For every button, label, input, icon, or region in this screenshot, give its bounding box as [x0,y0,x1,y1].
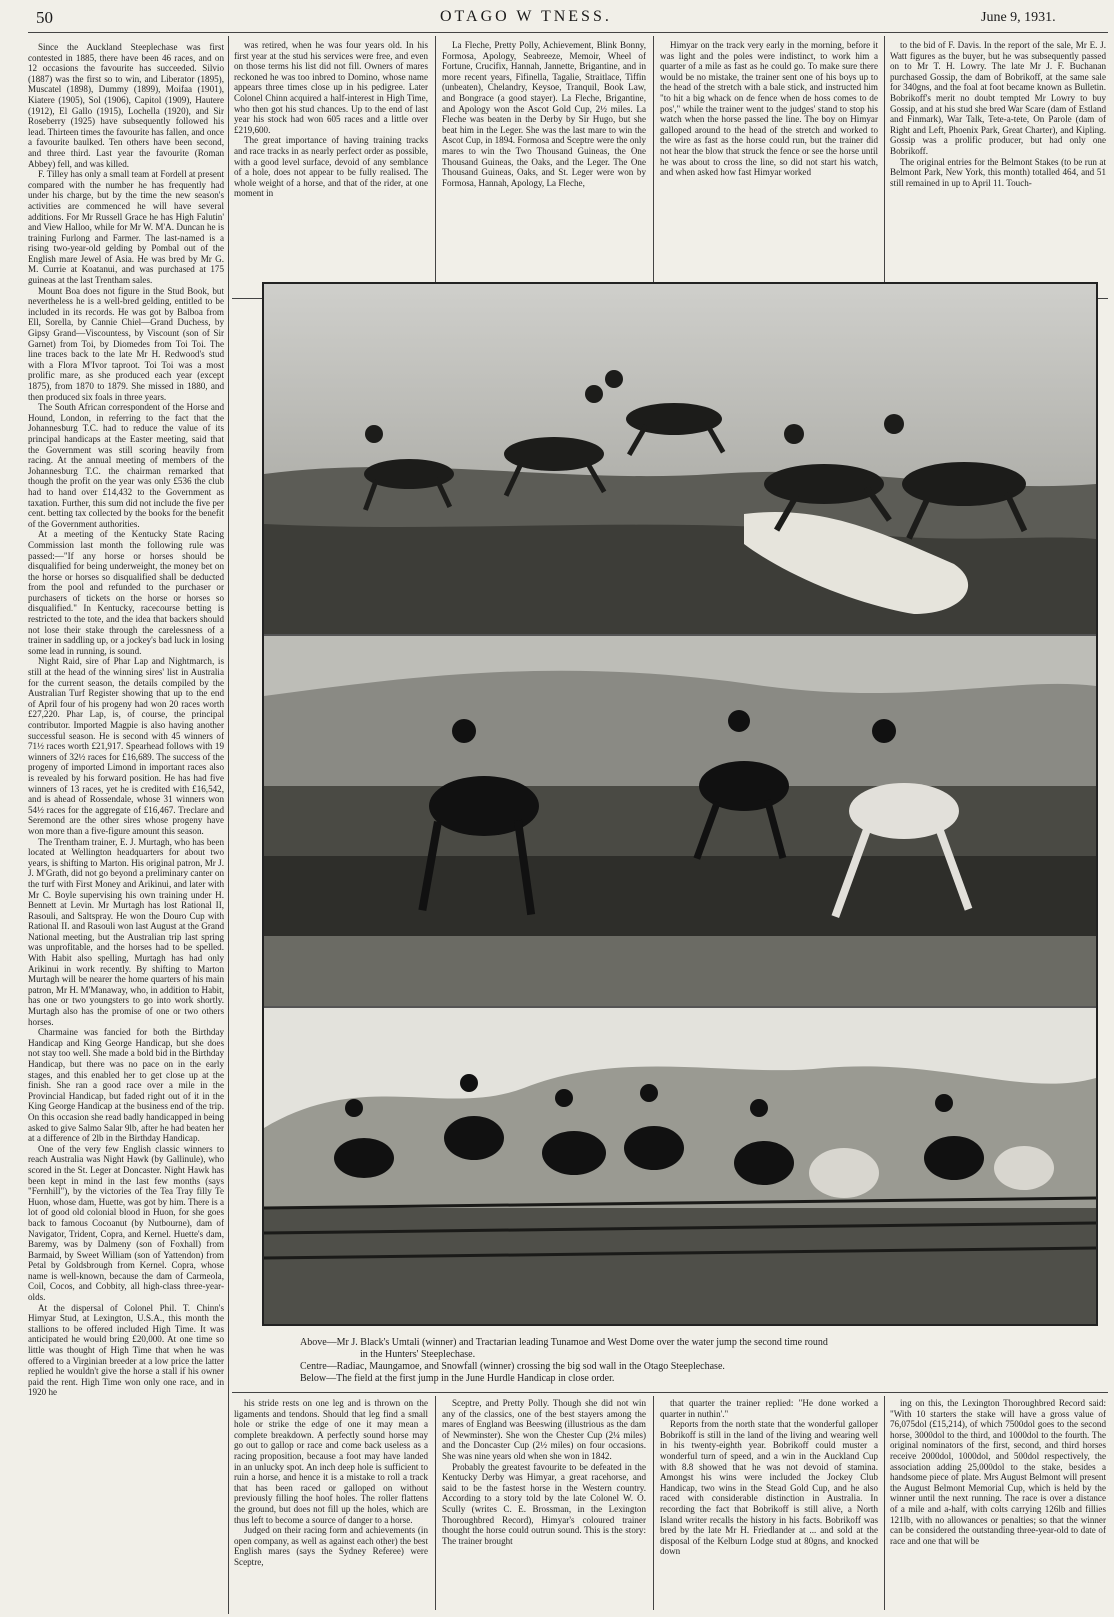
top-column-3 [442,40,646,290]
paragraph: that quarter the trainer replied: "He done worked a quarter in nuthin'." [660,1398,878,1419]
paragraph: The original entries for the Belmont Stakes (to be run at Belmont Park, New York, this month) totalled 464, and 51 still remained in up to April 11. Touch- [890,156,1106,188]
paragraph: At the dispersal of Colonel Phil. T. Chinn's Himyar Stud, at Lexington, U.S.A., this month the stallions to be offered included High Time. It was anticipated he would bring £20,000. At one time so little was thought of High Time that when he was offered to a Virginian breeder at a low price the latter replied he wouldn't give the horse a stall if his owner paid the rent. High Time won only one race, and in 1920 he [28,1302,224,1398]
caption-above: Above—Mr J. Black's Umtali (winner) and Tractarian leading Tunamoe and West Dome over the water jump the second time round [300,1337,828,1348]
caption-centre: Centre—Radiac, Maungamoe, and Snowfall (winner) crossing the big sod wall in the Otago Steeplechase. [300,1361,725,1372]
paragraph: At a meeting of the Kentucky State Racing Commission last month the following rule was passed:—"If any horse or horses should be disqualified for being underweight, the money bet on the horse or horses so disqualified shall be deducted from the pool and refunded to the purchaser or purchasers of tickets on the horse or horses so disqualified." In Kentucky, racecourse betting is restricted to the tote, and the idea that backers should not lose their stake through the carelessness of a trainer in saddling up, or a jockey's bad luck in losing some lead in running, is sound. [28,529,224,656]
bottom-column-4 [660,1398,878,1610]
paragraph: Probably the greatest favourite to be defeated in the Kentucky Derby was Himyar, a great racehorse, and said to be the fastest horse in the Western country. According to a story told by the late Colonel W. O. Scully (writes C. E. Brossman, in the Lexington Thoroughbred Record), Himyar's coloured trainer thought the horse could outrun sound. This is the story: The trainer brought [442,1461,646,1546]
column-rule-4 [884,36,885,286]
column-rule-1 [228,36,229,1614]
photo-panel [262,282,1098,1326]
paragraph: One of the very few English classic winners to reach Australia was Night Hawk (by Gallinule), who scored in the St. Leger at Doncaster. Night Hawk has been kept in mind in the last few months (says "Fernhill"), by the victories of the Tea Tray filly Te Huon, whose dam, Huette, was got by him. There is a lot of good old colonial blood in Huon, for she goes back to famous Cocoanut (by Nutbourne), dam of Navigator, Trident, Copra, and Kernel. Huette's dam, Baremy, was by Dalmeny (son of Foxhall) from Barmaid, by Sweet William (son of Yattendon) from Petal by Goldsbrough from Kernel. Copra, whose name is well-known, because the dam of Carmeola, Coil, Cocos, and Cobbity, all high-class three-year-olds. [28,1143,224,1303]
paragraph: Mount Boa does not figure in the Stud Book, but nevertheless he is a well-bred gelding, entitled to be included in its records. He was got by Balboa from Ell, Sorella, by Cannie Chiel—Grand Duchess, by Gipsy Grand—Viscountess, by Viscount (son of Sir Garnet) from Toi, by Diomedes from Toi Toi. The line traces back to the late Mr H. Redwood's stud with a Flora M'Ivor taproot. Toi Toi was a most prolific mare, as she produced each year (except 1875), from 1870 to 1879. She missed in 1880, and then produced six foals in three years. [28,285,224,402]
paragraph: Judged on their racing form and achievements (in open company, as well as against each other) the best English mares (says the Sydney Referee) were Sceptre, [234,1525,428,1567]
column-1 [28,42,224,1610]
paragraph: Sceptre, and Pretty Polly. Though she did not win any of the classics, one of the best stayers among the mares of England was Beeswing (illustrious as the dam of Newminster). She won the Chester Cup (2¼ miles) and the Doncaster Cup (2½ miles) on four occasions. She was nine years old when she won in 1842. [442,1398,646,1461]
paragraph: was retired, when he was four years old. In his first year at the stud his services were free, and even on those terms his list did not fill. Owners of mares reckoned he was too inbred to Domino, whose name appears three times close up in his pedigree. Later Colonel Chinn acquired a half-interest in High Time, who then got his stud chances. Up to the end of last year his stock had won 605 races and a little over £219,600. [234,40,428,135]
column-rule-2 [435,36,436,286]
top-column-5 [890,40,1106,290]
header-rule [28,32,1108,33]
caption-below: Below—The field at the first jump in the June Hurdle Handicap in close order. [300,1373,615,1384]
paragraph: The Trentham trainer, E. J. Murtagh, who has been located at Wellington headquarters for about two years, is shifting to Marton. His original patron, Mr J. J. M'Grath, did not go beyond a preliminary canter on the turf with First Money and Arikinui, and later with Mr C. Boyle supervising his own training under H. Bennett at Levin. Mr Murtagh has lost Rational II, Rasouli, and Saltspray. He won the Douro Cup with Rational II. and Rasouli won last August at the Grand National meeting, but the Australian trip last spring was unprofitable, and the horses had to be spelled. With Habit also spelling, Murtagh has had only Arikinui in work recently. By shifting to Marton Murtagh will be nearer the home quarters of his main patron, Mr H. M'Manaway, who, in addition to Habit, has one or two youngsters to go into work shortly. Murtagh also has the promise of one or two others horses. [28,836,224,1027]
paragraph: Since the Auckland Steeplechase was first contested in 1885, there have been 46 races, and on 12 occasions the favourite has succeeded. Silvio (1887) was the first so to win, and Liberator (1895), Muscatel (1898), Dummy (1899), Moifaa (1901), Kiatere (1905), Sol (1906), Capitol (1909), Hautere (1912), El Gallo (1915), Lochella (1920), and Sir Roseberry (1925) have subsequently followed his lead. Thirteen times the favourite has fallen, and once a favourite baulked. Ten others have been second, and three third. Last year the favourite (Roman Abbey) fell, and was killed. [28,42,224,169]
bottom-column-2 [234,1398,428,1610]
paragraph: ing on this, the Lexington Thoroughbred Record said: "With 10 starters the stake will have a gross value of 76,075dol (£15,214), of which 7500dol goes to the second horse, 3000dol to the third, and 1000dol to the fourth. The original nominators of the first, second, and third horses receive 2000dol, 1000dol, and 500dol respectively, the association adding 25,000dol to the stake, besides a handsome piece of plate. Mrs August Belmont will present the August Belmont Memorial Cup, which is held by the winner until the next running. The race is over a distance of a mile and a-half, with colts carrying 126lb and fillies 121lb, with no allowances or penalties; so that the winner can be considered the outstanding three-year-old to date of race and one that will be [890,1398,1106,1546]
bottom-column-5 [890,1398,1106,1610]
paragraph: to the bid of F. Davis. In the report of the sale, Mr E. J. Watt figures as the buyer, but he was subsequently passed on to Mr T. H. Lowry. The late Mr J. F. Buchanan purchased Gossip, the dam of Bobrikoff, at the same sale for 340gns, and the foal at foot became known as Bulletin. Bobrikoff's merit no doubt tempted Mr Lowry to buy Gossip, and at his stud she bred War Scare (dam of Estland and Finmark), War Talk, Tete-a-tete, On Parole (dam of Right and Left, Phoenix Park, Great Charter), and Kipling. Gossip was a prolific producer, but had only one Bobrikoff. [890,40,1106,156]
paragraph: Charmaine was fancied for both the Birthday Handicap and King George Handicap, but she does not stay too well. She made a bold bid in the Birthday Handicap, but there was no pace on in the early stages, and this enabled her to get close up at the finish. She ran a good race over a mile in the Provincial Handicap, but faded right out of it in the King George Handicap at the business end of the trip. On this occasion she read badly handicapped in being asked to give Salmo Salar 9lb, after he had beaten her at a difference of 2lb in the Birthday Handicap. [28,1027,224,1144]
steeplechase-photo-icon [264,284,1096,634]
column-rule-7 [884,1396,885,1610]
top-column-2 [234,40,428,290]
steeplechase-photo-icon [264,636,1096,1006]
publication-title: OTAGO W TNESS. [440,8,612,25]
caption-above-continued: in the Hunters' Steeplechase. [360,1349,476,1360]
paragraph: his stride rests on one leg and is thrown on the ligaments and tendons. Should that leg find a small hole or strike the edge of one it may mean a complete breakdown. A perfectly sound horse may go out to gallop or race and come back useless as a racing proposition, because a foot may have landed in an unlucky spot. An inch deep hole is sufficient to ruin a horse, and hence it is a mistake to roll a track that has been raced or galloped on without previously filling the hoof holes. The roller flattens the ground, but does not fill up the holes, which are thus left to become a source of danger to a horse. [234,1398,428,1525]
hurdle-photo-icon [264,1008,1096,1324]
caption-rule [232,1392,1108,1393]
paragraph: La Fleche, Pretty Polly, Achievement, Blink Bonny, Formosa, Apology, Seabreeze, Memoir, Wheel of Fortune, Crucifix, Hannah, Jannette, Brigantine, and in more recent years, Fifinella, Tagalie, Straitlace, Tiffin (unbeaten), Chelandry, Keysoe, Tranquil, Book Law, and Bongrace (a good stayer). La Fleche, Brigantine, and Apology won the Ascot Gold Cup, 2½ miles. La Fleche was beaten in the Derby by Sir Hugo, but she beat him in the Leger. She was the last mare to win the Ascot Cup, in 1894. Formosa and Sceptre were the only mares to win the Two Thousand Guineas, the One Thousand Guineas, the Oaks, and the Leger. The One Thousand Guineas, Oaks, and St. Leger were won by Formosa, Hannah, Apology, La Fleche, [442,40,646,188]
column-rule-6 [653,1396,654,1610]
photo-caption [300,1337,1080,1385]
paragraph: F. Tilley has only a small team at Fordell at present compared with the number he has frequently had under his charge, but by the time the new season's activities are commenced he will have several additions. For Mr Russell Grace he has High Falutin' and View Halloo, while for Mr W. M'A. Duncan he is training Furlong and Farmer. The last-named is a rising two-year-old gelding by Pombal out of the English mare Jewel of Asia. He was bred by Mr G. M. Currie at Koatanui, and was purchased at 175 guineas at the last Trentham sales. [28,169,224,286]
column-rule-5 [435,1396,436,1610]
top-column-4 [660,40,878,290]
page-number: 50 [36,8,53,27]
photo-hurdle [264,1008,1096,1324]
paragraph: The South African correspondent of the Horse and Hound, London, in referring to the fact that the Johannesburg T.C. had to reduce the value of its principal handicaps at the Easter meeting, said that the Government was still scoring heavily from racing. At the annual meeting of members of the Johannesburg T.C. the chairman remarked that though the profit on the year was only £536 the club had to hand over £14,432 to the Government as taxation. Further, this sum did not include the five per cent. betting tax collected by the books for the benefit of the Government authorities. [28,402,224,529]
paragraph: Himyar on the track very early in the morning, before it was light and the poles were indistinct, to work him a quarter of a mile as fast as he could go. To make sure there would be no mistake, the trainer sent one of his boys up to the head of the stretch with a bale stick, and instructed him "to hit a big whack on de fence when de hoss comes to de pos'," while the trainer went to the judges' stand to stop his watch when the horse passed the line. The boy on Himyar galloped around to the head of the stretch and worked to the wire as fast as the horse could run, but the trainer did not hear the blow that struck the fence or see the horse until he was about to cross the line, so did not start his watch, and when asked how fast Himyar worked [660,40,878,178]
photo-water-jump [264,284,1096,634]
column-rule-3 [653,36,654,286]
paragraph: Reports from the north state that the wonderful galloper Bobrikoff is still in the land of the living and wearing well in his twenty-eighth year. Bobrikoff could muster a wonderful turn of speed, and a win in the Auckland Cup with 8.8 showed that he was not devoid of stamina. Amongst his wins were included the Jockey Club Handicap, two wins in the Stead Gold Cup, and he also raced with considerable distinction in Australia. In recording the fact that Bobrikoff is still alive, a North Island writer recalls the history in his facts. Bobrikoff was bred by the late Mr H. Friedlander at ... and sold at the disposal of the Kelburn Lodge stud at 80gns, and knocked down [660,1419,878,1557]
bottom-column-3 [442,1398,646,1610]
paragraph: Night Raid, sire of Phar Lap and Nightmarch, is still at the head of the winning sires' list in Australia for the current season, the details compiled by the Australian Turf Register showing that up to the end of April four of his progeny had won 20 races worth £27,220. Phar Lap, is, of course, the principal contributor. Imported Magpie is also having another successful season. He is second with 45 winners of 71½ races worth £21,917. Spearhead follows with 19 winners of 32½ races for £16,689. The success of the progeny of imported Limond in important races also is revealed by his forward position. He has had five winners of 13 races, yet he is credited with £16,542, and is ahead of Rossendale, whose 31 winners won 54½ races for the aggregate of £16,467. Treclare and Seremond are the other sires whose progeny have won more than a five-figure amount this season. [28,656,224,836]
issue-date: June 9, 1931. [981,10,1056,25]
paragraph: The great importance of having training tracks and race tracks in as nearly perfect order as possible, with a good level surface, devoid of any semblance of a hole, does not appear to be fully realised. The whole weight of a horse, and that of the rider, at one moment in [234,135,428,199]
photo-sod-wall [264,636,1096,1006]
